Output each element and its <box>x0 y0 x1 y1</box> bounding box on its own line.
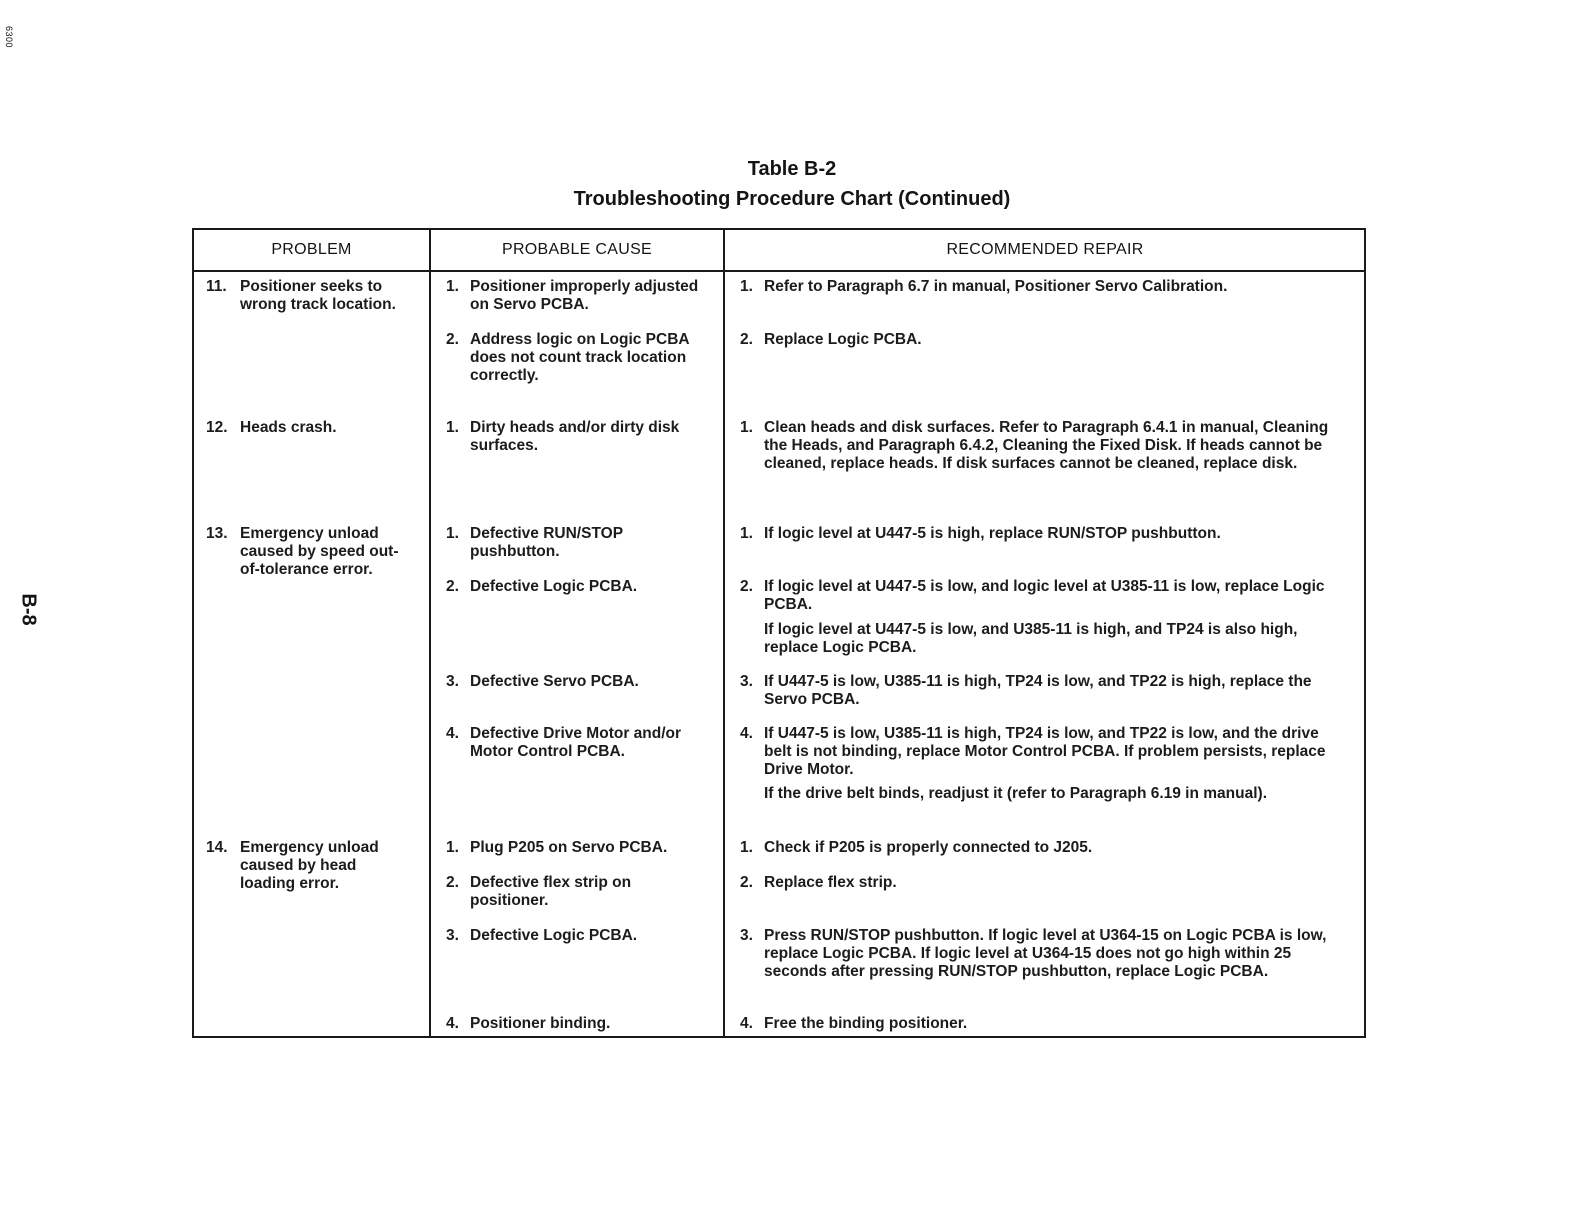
cause-text: Address logic on Logic PCBA does not count track location correctly. <box>470 331 690 384</box>
repair-number: 4. <box>740 725 753 742</box>
cause-text: Defective RUN/STOP pushbutton. <box>470 525 623 560</box>
column-header-repair: RECOMMENDED REPAIR <box>946 241 1144 258</box>
repair-number: 2. <box>740 874 753 891</box>
table-label: Table B-2 <box>747 158 837 180</box>
repair-text: Refer to Paragraph 6.7 in manual, Positioner Servo Calibration. <box>764 278 1228 295</box>
cause-number: 1. <box>446 278 459 295</box>
cause-number: 2. <box>446 874 459 891</box>
repair-number: 1. <box>740 278 753 295</box>
repair-note-text: If the drive belt binds, readjust it (refer to Paragraph 6.19 in manual). <box>764 785 1268 802</box>
repair-number: 3. <box>740 927 753 944</box>
repair-number: 4. <box>740 1015 753 1032</box>
problem-text: Emergency unload caused by head loading error. <box>240 839 379 892</box>
problem-number: 13. <box>206 525 228 542</box>
cause-text: Plug P205 on Servo PCBA. <box>470 839 668 856</box>
repair-text: If logic level at U447-5 is high, replace RUN/STOP pushbutton. <box>764 525 1221 542</box>
cause-text: Defective flex strip on positioner. <box>470 874 632 909</box>
repair-number: 2. <box>740 331 753 348</box>
cause-number: 2. <box>446 331 459 348</box>
problem-text: Emergency unload caused by speed out-of-tolerance error. <box>240 525 399 578</box>
repair-text: If logic level at U447-5 is low, and logic level at U385-11 is low, replace Logic PCBA. <box>764 578 1325 613</box>
repair-text: Clean heads and disk surfaces. Refer to Paragraph 6.4.1 in manual, Cleaning the Heads, and Paragraph 6.4.2, Cleaning the Fixed Disk. If heads cannot be cleaned, replace heads. If disk surfaces cannot be cleaned, replace disk. <box>764 419 1329 472</box>
cause-number: 4. <box>446 1015 459 1032</box>
repair-text: Check if P205 is properly connected to J205. <box>764 839 1093 856</box>
cause-text: Dirty heads and/or dirty disk surfaces. <box>470 419 680 454</box>
repair-note-text: If logic level at U447-5 is low, and U385-11 is high, and TP24 is also high, replace Logic PCBA. <box>764 621 1298 656</box>
repair-text: If U447-5 is low, U385-11 is high, TP24 is low, and TP22 is high, replace the Servo PCBA. <box>764 673 1312 708</box>
cause-text: Defective Logic PCBA. <box>470 578 638 595</box>
cause-number: 1. <box>446 839 459 856</box>
problem-number: 12. <box>206 419 228 436</box>
repair-number: 1. <box>740 419 753 436</box>
repair-number: 2. <box>740 578 753 595</box>
cause-number: 1. <box>446 525 459 542</box>
problem-number: 14. <box>206 839 228 856</box>
repair-text: If U447-5 is low, U385-11 is high, TP24 is low, and TP22 is low, and the drive belt is not binding, replace Motor Control PCBA. If problem persists, replace Drive Motor. <box>764 725 1326 778</box>
cause-text: Defective Drive Motor and/or Motor Control PCBA. <box>470 725 682 760</box>
column-divider-1 <box>429 228 431 1038</box>
column-header-problem: PROBLEM <box>271 241 352 258</box>
column-divider-2 <box>723 228 725 1038</box>
cause-text: Defective Logic PCBA. <box>470 927 638 944</box>
cause-number: 1. <box>446 419 459 436</box>
repair-text: Replace flex strip. <box>764 874 897 891</box>
table-title: Troubleshooting Procedure Chart (Continued) <box>573 188 1011 210</box>
repair-number: 1. <box>740 839 753 856</box>
repair-text: Replace Logic PCBA. <box>764 331 922 348</box>
cause-number: 3. <box>446 927 459 944</box>
problem-text: Heads crash. <box>240 419 337 436</box>
problem-number: 11. <box>206 278 227 295</box>
cause-text: Defective Servo PCBA. <box>470 673 639 690</box>
page-number: B-8 <box>17 593 40 626</box>
repair-text: Free the binding positioner. <box>764 1015 968 1032</box>
document-code: 6300 <box>4 26 14 49</box>
cause-number: 3. <box>446 673 459 690</box>
cause-number: 4. <box>446 725 459 742</box>
cause-text: Positioner improperly adjusted on Servo PCBA. <box>470 278 699 313</box>
column-header-cause: PROBABLE CAUSE <box>501 241 653 258</box>
cause-text: Positioner binding. <box>470 1015 611 1032</box>
header-divider <box>192 270 1366 272</box>
repair-number: 1. <box>740 525 753 542</box>
problem-text: Positioner seeks to wrong track location. <box>240 278 396 313</box>
repair-text: Press RUN/STOP pushbutton. If logic level at U364-15 on Logic PCBA is low, replace Logic PCBA. If logic level at U364-15 does not go high within 25 seconds after pressing RUN/STOP pushbutton, replace Logic PCBA. <box>764 927 1327 980</box>
cause-number: 2. <box>446 578 459 595</box>
repair-number: 3. <box>740 673 753 690</box>
